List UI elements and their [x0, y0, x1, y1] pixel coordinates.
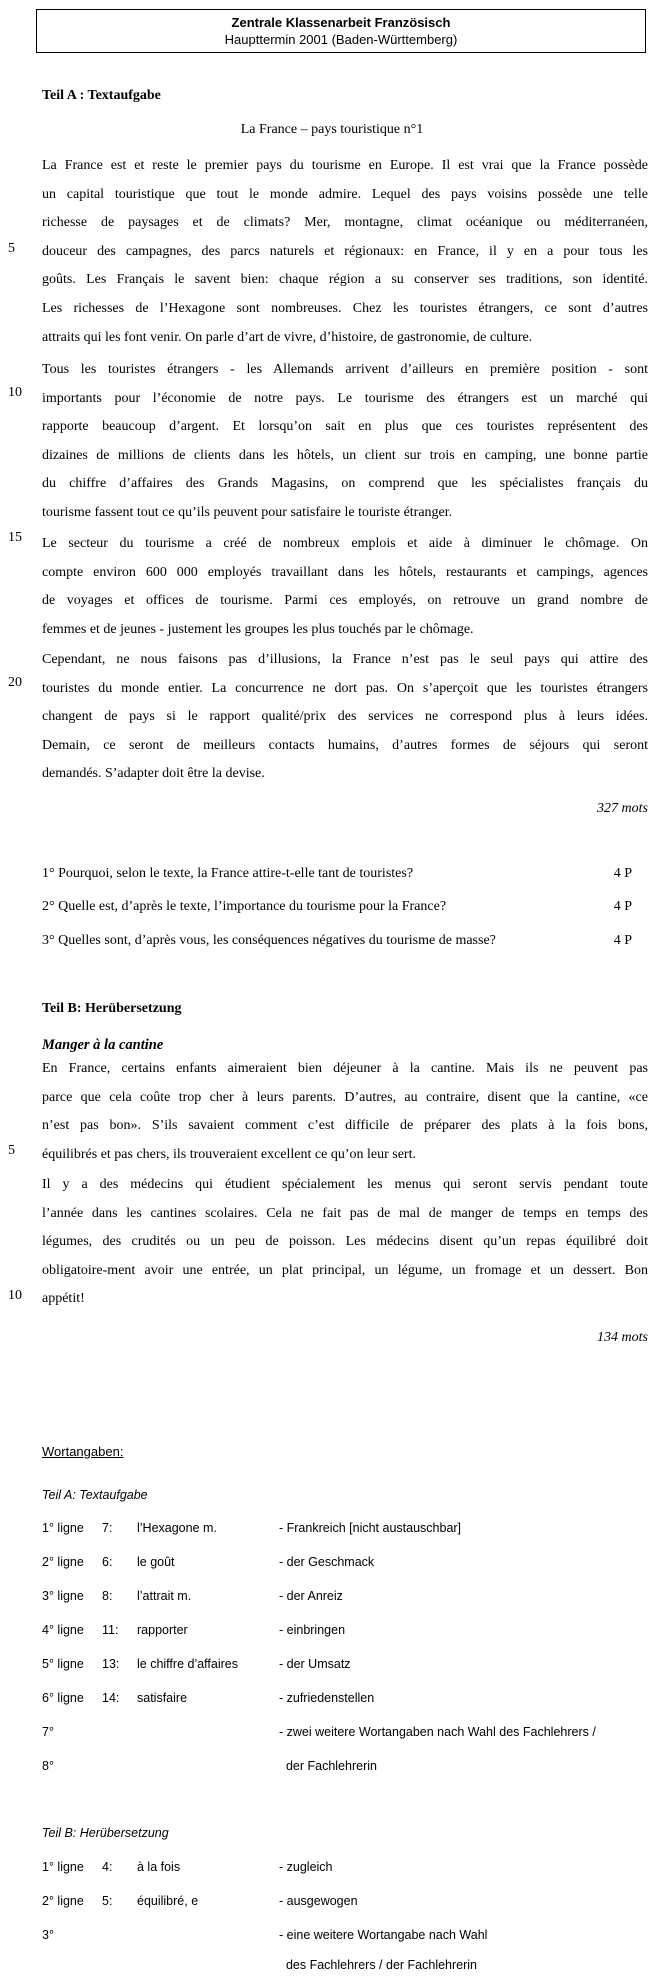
vocab-row	[42, 1589, 642, 1609]
vocab-word: à la fois	[137, 1860, 181, 1874]
header-box	[36, 9, 646, 53]
question-points: 4 P	[613, 899, 632, 914]
question-points: 4 P	[613, 933, 632, 948]
exam-subtitle: Haupttermin 2001 (Baden-Württemberg)	[224, 32, 458, 47]
vocab-row	[42, 1521, 642, 1541]
text-line: équilibrés et pas chers, ils trouveraient excellent ce qu’on leur sert.	[42, 1146, 416, 1162]
question-text: 1° Pourquoi, selon le texte, la France attire-t-elle tant de touristes?	[42, 866, 414, 881]
vocab-line-number: 6:	[102, 1555, 113, 1569]
question-1	[42, 866, 632, 882]
text-line: Le secteur du tourisme a créé de nombreux emplois et aide à diminuer le chômage. On	[42, 536, 648, 551]
vocab-line-label: 1° ligne	[42, 1521, 84, 1535]
vocab-translation: - zwei weitere Wortangaben nach Wahl des Fachlehrers /	[279, 1725, 596, 1739]
vocab-row	[42, 1725, 642, 1745]
vocab-line-label: 1° ligne	[42, 1860, 84, 1874]
vocab-row	[42, 1958, 642, 1978]
exam-title: Zentrale Klassenarbeit Französisch	[231, 15, 451, 30]
teil-b-paragraph-2	[42, 1171, 648, 1314]
vocab-line-label: 4° ligne	[42, 1623, 84, 1637]
vocab-line-number: 5:	[102, 1894, 113, 1908]
text-line: parce que cela coûte trop cher à leurs parents. D’autres, au contraire, disent que la cantine, «ce	[42, 1089, 648, 1105]
vocab-word: rapporter	[137, 1623, 188, 1637]
teil-a-title: La France – pays touristique n°1	[240, 122, 424, 137]
text-line: douceur des campagnes, des parcs naturels et régionaux: en France, il y en a pour tous les	[42, 243, 648, 259]
vocab-line-label: 3°	[42, 1928, 54, 1942]
text-line: rapporte beaucoup d’argent. Et lorsqu’on sait en plus que ces touristes représentent des	[42, 419, 648, 435]
vocab-translation: der Fachlehrerin	[279, 1759, 377, 1773]
teil-a-paragraph-4	[42, 646, 648, 789]
text-line: En France, certains enfants aimeraient bien déjeuner à la cantine. Mais ils ne peuvent pas	[42, 1061, 648, 1076]
text-line: richesse de paysages et de climats? Mer, montagne, climat océanique ou méditerranéen,	[42, 215, 648, 231]
text-line: Demain, ce seront de meilleurs contacts humains, d’autres formes de séjours qui seront	[42, 737, 648, 753]
line-number: 20	[8, 675, 22, 690]
vocab-word: satisfaire	[137, 1691, 188, 1705]
vocab-row	[42, 1928, 642, 1948]
teil-a-paragraph-3	[42, 530, 648, 644]
text-line: Tous les touristes étrangers - les Allemands arrivent d’ailleurs en première position - sont	[42, 362, 648, 377]
text-line: touristes du monde entier. La concurrence ne dort pas. On s’aperçoit que les touristes étrangers	[42, 680, 648, 696]
text-line: Il y a des médecins qui étudient spécialement les menus qui seront servis pendant toute	[42, 1177, 648, 1192]
text-line: obligatoire-ment avoir une entrée, un plat principal, un légume, un fromage et un dessert. Bon	[42, 1262, 648, 1278]
vocab-line-number: 13:	[102, 1657, 120, 1671]
text-line: importants pour l’économie de notre pays. Le tourisme des étrangers est un marché qui	[42, 390, 648, 406]
teil-b-title: Manger à la cantine	[42, 1037, 164, 1053]
text-line: La France est et reste le premier pays du tourisme en Europe. Il est vrai que la France possède	[42, 158, 648, 173]
teil-b-heading: Teil B: Herübersetzung	[42, 1001, 182, 1016]
vocab-line-number: 4:	[102, 1860, 113, 1874]
text-line: l’année dans les cantines scolaires. Cela ne fait pas de mal de manger de temps en temps des	[42, 1205, 648, 1221]
text-line: changent de pays si le rapport qualité/prix des services ne correspond plus à leurs idées.	[42, 709, 648, 725]
question-2	[42, 899, 632, 915]
text-line: de voyages et offices de tourisme. Parmi ces employés, on retrouve un grand nombre de	[42, 593, 648, 609]
text-line: demandés. S’adapter doit être la devise.	[42, 766, 265, 782]
vocab-teil-b-label: Teil B: Herübersetzung	[42, 1826, 169, 1840]
text-line: compte environ 600 000 employés travaillant dans les hôtels, restaurants et campings, agences	[42, 564, 648, 580]
line-number: 10	[8, 385, 22, 400]
vocab-line-label: 7°	[42, 1725, 54, 1739]
vocab-row	[42, 1860, 642, 1880]
vocab-line-label: 6° ligne	[42, 1691, 84, 1705]
vocab-word: le chiffre d’affaires	[137, 1657, 238, 1671]
text-line: tourisme fassent tout ce qu’ils peuvent pour satisfaire le touriste étranger.	[42, 504, 453, 520]
vocab-translation: - zufriedenstellen	[279, 1691, 375, 1705]
line-number: 10	[8, 1288, 22, 1303]
vocab-row	[42, 1657, 642, 1677]
vocab-line-label: 8°	[42, 1759, 54, 1773]
text-line: légumes, des crudités ou un peu de poisson. Les médecins disent qu’un repas équilibré doit	[42, 1234, 648, 1250]
text-line: appétit!	[42, 1291, 85, 1307]
vocab-teil-a-label: Teil A: Textaufgabe	[42, 1488, 148, 1502]
vocab-translation: - der Anreiz	[279, 1589, 343, 1603]
text-line: dizaines de millions de clients dans les hôtels, un client sur trois en camping, une bonne partie	[42, 447, 648, 463]
question-points: 4 P	[613, 866, 632, 881]
text-line: goûts. Les Français le savent bien: chaque région a su conserver ses traditions, son identité.	[42, 272, 648, 288]
vocab-row	[42, 1894, 642, 1914]
vocab-translation: - ausgewogen	[279, 1894, 358, 1908]
vocab-word: l’attrait m.	[137, 1589, 192, 1603]
text-line: du chiffre d’affaires des Grands Magasins, on comprend que les spécialistes français du	[42, 476, 648, 492]
vocab-row	[42, 1759, 642, 1779]
question-3	[42, 933, 632, 949]
vocab-word: l’Hexagone m.	[137, 1521, 217, 1535]
teil-a-heading: Teil A : Textaufgabe	[42, 88, 161, 103]
vocab-line-number: 7:	[102, 1521, 113, 1535]
vocab-row	[42, 1555, 642, 1575]
line-number: 5	[8, 1143, 15, 1158]
teil-b-paragraph-1	[42, 1055, 648, 1169]
vocab-translation: des Fachlehrers / der Fachlehrerin	[279, 1958, 478, 1972]
word-count: 134 mots	[597, 1330, 648, 1345]
vocab-line-number: 8:	[102, 1589, 113, 1603]
vocab-translation: - der Geschmack	[279, 1555, 375, 1569]
line-number: 15	[8, 530, 22, 545]
vocab-line-number: 14:	[102, 1691, 120, 1705]
question-text: 2° Quelle est, d’après le texte, l’importance du tourisme pour la France?	[42, 899, 447, 914]
vocab-line-number: 11:	[102, 1623, 119, 1637]
vocab-translation: - der Umsatz	[279, 1657, 351, 1671]
vocab-translation: - Frankreich [nicht austauschbar]	[279, 1521, 462, 1535]
teil-a-paragraph-2	[42, 356, 648, 528]
text-line: un capital touristique que tout le monde admire. Lequel des pays voisins possède une telle	[42, 186, 648, 202]
text-line: attraits qui les font venir. On parle d’art de vivre, d’histoire, de gastronomie, de culture.	[42, 329, 533, 345]
vocab-word: le goût	[137, 1555, 175, 1569]
wortangaben-heading: Wortangaben:	[42, 1444, 124, 1459]
vocab-line-label: 2° ligne	[42, 1555, 84, 1569]
vocab-translation: - eine weitere Wortangabe nach Wahl	[279, 1928, 488, 1942]
vocab-line-label: 5° ligne	[42, 1657, 84, 1671]
text-line: n’est pas bon». S’ils savaient comment c’est difficile de préparer des plats à la fois bons,	[42, 1118, 648, 1134]
word-count: 327 mots	[597, 801, 648, 816]
vocab-line-label: 2° ligne	[42, 1894, 84, 1908]
vocab-translation: - zugleich	[279, 1860, 333, 1874]
question-text: 3° Quelles sont, d’après vous, les conséquences négatives du tourisme de masse?	[42, 933, 496, 948]
text-line: Cependant, ne nous faisons pas d’illusions, la France n’est pas le seul pays qui attire des	[42, 652, 648, 667]
text-line: Les richesses de l’Hexagone sont nombreuses. Chez les touristes étrangers, ce sont d’autres	[42, 300, 648, 316]
vocab-row	[42, 1691, 642, 1711]
vocab-translation: - einbringen	[279, 1623, 346, 1637]
line-number: 5	[8, 241, 15, 256]
text-line: femmes et de jeunes - justement les groupes les plus touchés par le chômage.	[42, 621, 474, 637]
vocab-word: équilibré, e	[137, 1894, 199, 1908]
teil-a-paragraph-1	[42, 152, 648, 352]
vocab-row	[42, 1623, 642, 1643]
vocab-line-label: 3° ligne	[42, 1589, 84, 1603]
